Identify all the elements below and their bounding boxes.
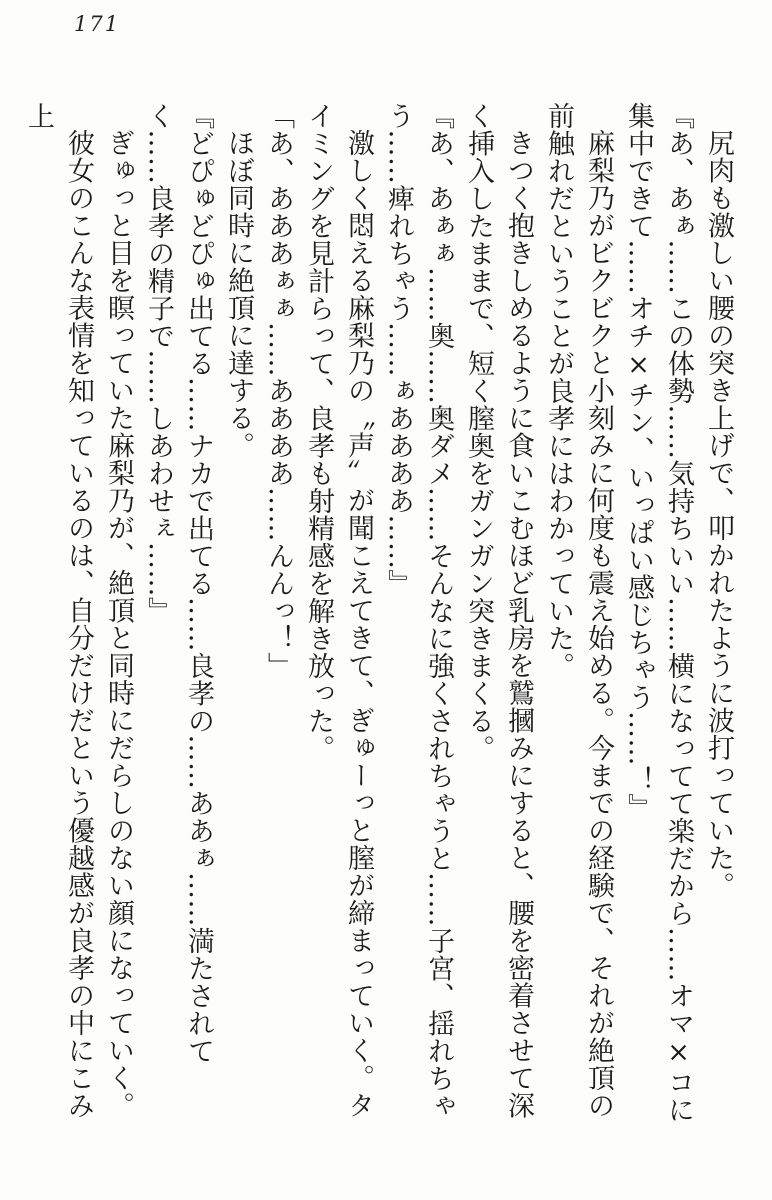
paragraph: 激しく悶える麻梨乃の〝声〟が聞こえてきて、ぎゅーっと膣が締まっていく。タイミングを見計らって、良孝も射精感を解き放った。 — [303, 102, 374, 1119]
page-number: 171 — [74, 12, 121, 36]
paragraph: きつく抱きしめるように食いこむほど乳房を鷲摑みにすると、腰を密着させて深く挿入したままで、短く膣奥をガンガン突きまくる。 — [463, 102, 534, 1119]
paragraph: 尻肉も激しい腰の突き上げで、叩かれたように波打っていた。 — [703, 129, 734, 899]
paragraph: 彼女のこんな表情を知っているのは、自分だけだという優越感が良孝の中にこみ上 — [23, 102, 94, 1119]
dialogue-line: 「あ、あああぁぁ……ああああ……んんっ！」 — [263, 102, 294, 680]
body-text — [18, 102, 738, 1134]
paragraph: ほぼ同時に絶頂に達する。 — [223, 129, 254, 459]
dialogue-line: 『あ、あぁぁ……奥……奥ダメ……そんなに強くされちゃうと……子宮、揺れちゃう……痺れちゃう……ぁああああ……』 — [383, 102, 454, 1120]
dialogue-line: 『あ、あぁ……この体勢……気持ちいい……横になってて楽だから……オマ×コに集中できて……オチ×チン、いっぱい感じちゃう……！』 — [623, 102, 694, 1124]
dialogue-line: 『どぴゅどぴゅ出てる……ナカで出てる……良孝の……ああぁ……満たされてく……良孝の精子で……しあわせぇ……』 — [143, 102, 214, 1065]
paragraph: ぎゅっと目を瞑っていた麻梨乃が、絶頂と同時にだらしのない顔になっていく。 — [103, 129, 134, 1119]
paragraph: 麻梨乃がビクビクと小刻みに何度も震え始める。今までの経験で、それが絶頂の前触れだということが良孝にはわかっていた。 — [543, 102, 614, 1119]
